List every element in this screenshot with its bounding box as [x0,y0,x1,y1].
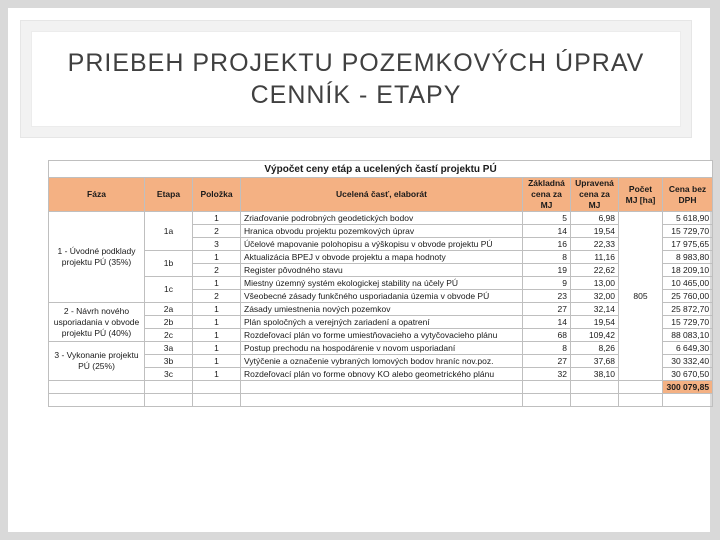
polozka-cell: 1 [193,355,241,368]
upravena-cell: 32,00 [571,290,619,303]
header-polozka: Položka [193,178,241,212]
zakladna-cell: 16 [523,238,571,251]
polozka-cell: 1 [193,329,241,342]
polozka-cell: 1 [193,212,241,225]
table-row [49,368,713,381]
header-cast: Ucelená časť, elaborát [241,178,523,212]
upravena-cell: 13,00 [571,277,619,290]
table-title: Výpočet ceny etáp a ucelených častí projektu PÚ [49,161,713,178]
polozka-cell: 2 [193,264,241,277]
title-band [20,20,692,138]
cena-cell: 17 975,65 [663,238,713,251]
upravena-cell: 38,10 [571,368,619,381]
cast-cell: Plán spoločných a verejných zariadení a opatrení [241,316,523,329]
upravena-cell: 22,33 [571,238,619,251]
cast-cell: Všeobecné zásady funkčného usporiadania územia v obvode PÚ [241,290,523,303]
cast-cell: Postup prechodu na hospodárenie v novom usporiadaní [241,342,523,355]
faza-2-cell: 2 - Návrh nového usporiadania v obvode projektu PÚ (40%) [49,303,145,342]
cast-cell: Register pôvodného stavu [241,264,523,277]
table-row [49,277,713,290]
zakladna-cell: 8 [523,342,571,355]
table-row [49,303,713,316]
cena-cell: 25 760,00 [663,290,713,303]
etapa-cell: 3b [145,355,193,368]
table-row [49,316,713,329]
cast-cell: Hranica obvodu projektu pozemkových úprav [241,225,523,238]
etapa-cell: 3a [145,342,193,355]
price-table [48,160,713,407]
cena-cell: 18 209,10 [663,264,713,277]
table-row [49,355,713,368]
empty-row [49,394,713,407]
pocet-mj-cell: 805 [619,212,663,381]
etapa-cell: 2a [145,303,193,316]
polozka-cell: 3 [193,238,241,251]
etapa-cell: 2c [145,329,193,342]
zakladna-cell: 27 [523,355,571,368]
table-row [49,329,713,342]
slide-title-line-2: CENNÍK - ETAPY [250,81,462,109]
cena-cell: 15 729,70 [663,316,713,329]
zakladna-cell: 14 [523,316,571,329]
header-upravena: Upravená cena za MJ [571,178,619,212]
upravena-cell: 8,26 [571,342,619,355]
cena-cell: 6 649,30 [663,342,713,355]
column-header-row [49,178,713,212]
cena-cell: 8 983,80 [663,251,713,264]
upravena-cell: 19,54 [571,316,619,329]
header-faza: Fáza [49,178,145,212]
polozka-cell: 1 [193,368,241,381]
polozka-cell: 1 [193,251,241,264]
cena-cell: 15 729,70 [663,225,713,238]
cast-cell: Rozdeľovací plán vo forme obnovy KO alebo geometrického plánu [241,368,523,381]
cast-cell: Zriaďovanie podrobných geodetických bodov [241,212,523,225]
header-pocet: Počet MJ [ha] [619,178,663,212]
polozka-cell: 1 [193,316,241,329]
header-etapa: Etapa [145,178,193,212]
upravena-cell: 6,98 [571,212,619,225]
zakladna-cell: 23 [523,290,571,303]
total-cell: 300 079,85 [663,381,713,394]
zakladna-cell: 5 [523,212,571,225]
faza-1-cell: 1 - Úvodné podklady projektu PÚ (35%) [49,212,145,303]
upravena-cell: 11,16 [571,251,619,264]
etapa-cell: 2b [145,316,193,329]
zakladna-cell: 9 [523,277,571,290]
cena-cell: 10 465,00 [663,277,713,290]
etapa-cell: 3c [145,368,193,381]
cast-cell: Zásady umiestnenia nových pozemkov [241,303,523,316]
polozka-cell: 1 [193,342,241,355]
polozka-cell: 2 [193,225,241,238]
cast-cell: Rozdeľovací plán vo forme umiestňovacieho a vytyčovacieho plánu [241,329,523,342]
upravena-cell: 109,42 [571,329,619,342]
zakladna-cell: 14 [523,225,571,238]
polozka-cell: 2 [193,290,241,303]
upravena-cell: 22,62 [571,264,619,277]
total-row [49,381,713,394]
zakladna-cell: 68 [523,329,571,342]
zakladna-cell: 32 [523,368,571,381]
cast-cell: Vytýčenie a označenie vybraných lomových bodov hraníc nov.poz. [241,355,523,368]
upravena-cell: 32,14 [571,303,619,316]
zakladna-cell: 19 [523,264,571,277]
slide-title-line-1: PRIEBEH PROJEKTU POZEMKOVÝCH ÚPRAV [67,49,645,77]
spreadsheet-image [48,160,710,422]
header-zakladna: Základná cena za MJ [523,178,571,212]
cena-cell: 30 670,50 [663,368,713,381]
table-row [49,212,713,225]
faza-3-cell: 3 - Vykonanie projektu PÚ (25%) [49,342,145,381]
cena-cell: 88 083,10 [663,329,713,342]
cast-cell: Miestny územný systém ekologickej stability na účely PÚ [241,277,523,290]
cast-cell: Aktualizácia BPEJ v obvode projektu a mapa hodnoty [241,251,523,264]
polozka-cell: 1 [193,277,241,290]
cena-cell: 30 332,40 [663,355,713,368]
cena-cell: 5 618,90 [663,212,713,225]
zakladna-cell: 8 [523,251,571,264]
etapa-cell: 1b [145,251,193,277]
etapa-cell: 1a [145,212,193,251]
upravena-cell: 19,54 [571,225,619,238]
upravena-cell: 37,68 [571,355,619,368]
table-row [49,342,713,355]
cena-cell: 25 872,70 [663,303,713,316]
cast-cell: Účelové mapovanie polohopisu a výškopisu v obvode projektu PÚ [241,238,523,251]
title-box [31,31,681,127]
header-cena: Cena bez DPH [663,178,713,212]
etapa-cell: 1c [145,277,193,303]
polozka-cell: 1 [193,303,241,316]
table-row [49,251,713,264]
zakladna-cell: 27 [523,303,571,316]
